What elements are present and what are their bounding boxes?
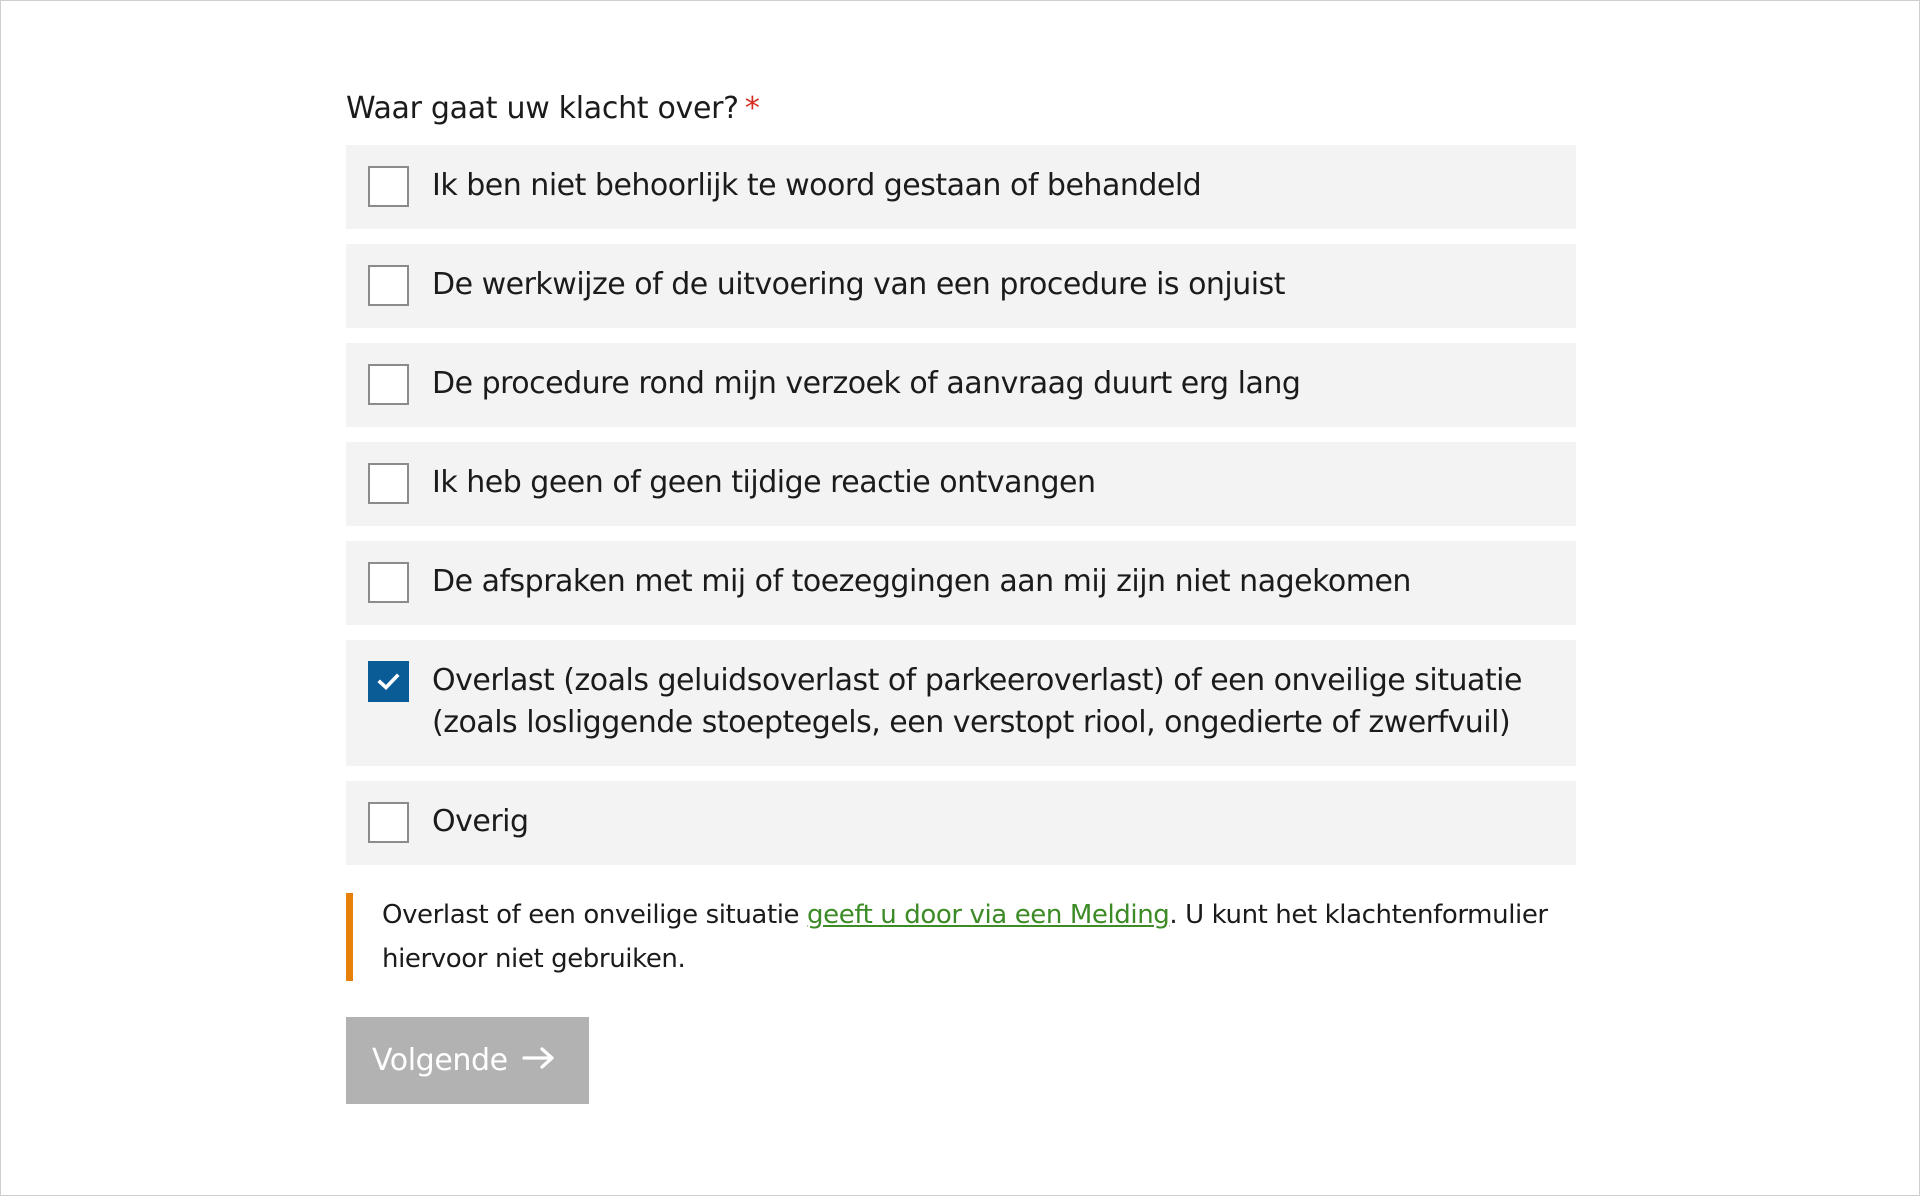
option-overlast[interactable] (346, 640, 1576, 766)
checkbox[interactable] (368, 562, 409, 603)
checkbox-checked[interactable] (368, 661, 409, 702)
option-label: De werkwijze of de uitvoering van een procedure is onjuist (432, 267, 1286, 302)
next-button-label: Volgende (372, 1043, 508, 1078)
arrow-right-icon (522, 1016, 556, 1103)
notice-callout (346, 893, 1616, 981)
option-behandeling[interactable] (346, 145, 1576, 229)
checkbox[interactable] (368, 802, 409, 843)
checkbox[interactable] (368, 463, 409, 504)
option-label: Ik ben niet behoorlijk te woord gestaan of behandeld (432, 168, 1202, 203)
option-label: De afspraken met mij of toezeggingen aan mij zijn niet nagekomen (432, 564, 1411, 599)
required-marker: * (744, 91, 760, 126)
complaint-form (346, 85, 1596, 1104)
melding-link[interactable]: geeft u door via een Melding (807, 900, 1170, 930)
checkmark-icon (377, 672, 400, 691)
option-label: Overig (432, 804, 529, 839)
option-geen-reactie[interactable] (346, 442, 1576, 526)
question-label (346, 85, 1596, 133)
option-procedure-duur[interactable] (346, 343, 1576, 427)
option-label: De procedure rond mijn verzoek of aanvraag duurt erg lang (432, 366, 1301, 401)
option-overig[interactable] (346, 781, 1576, 865)
option-werkwijze[interactable] (346, 244, 1576, 328)
option-afspraken[interactable] (346, 541, 1576, 625)
notice-text-before: Overlast of een onveilige situatie (382, 900, 808, 930)
option-list (346, 145, 1576, 865)
checkbox[interactable] (368, 364, 409, 405)
option-label: Ik heb geen of geen tijdige reactie ontvangen (432, 465, 1096, 500)
question-text: Waar gaat uw klacht over? (346, 91, 739, 126)
checkbox[interactable] (368, 166, 409, 207)
next-button[interactable] (346, 1017, 589, 1104)
option-label: Overlast (zoals geluidsoverlast of parkeeroverlast) of een onveilige situatie (zoals losliggende stoeptegels, een verstopt riool, ongedierte of zwerfvuil) (432, 663, 1522, 740)
checkbox[interactable] (368, 265, 409, 306)
notice-text-after: . U kunt het klachtenformulier hiervoor niet gebruiken. (382, 900, 1548, 974)
